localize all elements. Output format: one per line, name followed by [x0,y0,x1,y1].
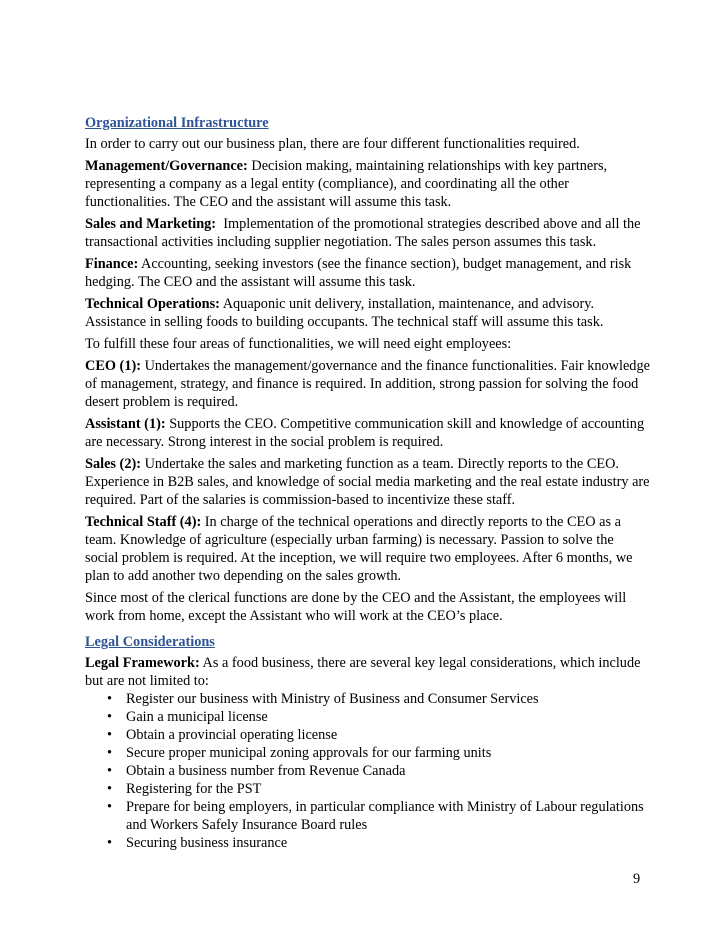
legal-framework-label: Legal Framework: [85,655,200,671]
function-paragraph-technical-operations [85,295,650,331]
page-number: 9 [633,871,641,887]
legal-bullet-list [85,690,650,852]
list-item-text: Securing business insurance [126,835,288,851]
bullet-icon: • [107,799,113,815]
document-page [85,114,650,852]
bullet-icon: • [107,763,113,779]
list-item-text: Prepare for being employers, in particular compliance with Ministry of Labour regulations and Workers Safely Insurance Board rules [126,799,644,833]
function-paragraph-management [85,157,650,211]
list-item [107,744,650,762]
function-text: Accounting, seeking investors (see the finance section), budget management, and risk hedging. The CEO and the assistant will assume this task. [85,256,632,290]
bullet-icon: • [107,835,113,851]
intro-paragraph: In order to carry out our business plan, there are four different functionalities required. [85,136,580,152]
list-item [107,834,650,852]
list-item [107,690,650,708]
section-heading-organizational-infrastructure: Organizational Infrastructure [85,115,269,131]
function-label: Management/Governance: [85,158,248,174]
role-label: Sales (2): [85,456,141,472]
legal-framework-text: As a food business, there are several key legal considerations, which include but are not limited to: [85,655,641,689]
role-paragraph-technical-staff [85,513,650,585]
list-item [107,708,650,726]
role-label: Assistant (1): [85,416,166,432]
function-label: Sales and Marketing: [85,216,217,232]
role-paragraph-sales [85,455,650,509]
function-paragraph-finance [85,255,650,291]
list-item-text: Register our business with Ministry of Business and Consumer Services [126,691,539,707]
function-text: Implementation of the promotional strategies described above and all the transactional activities including supplier negotiation. The sales person assumes this task. [85,216,645,250]
role-paragraph-ceo [85,357,650,411]
role-text: Supports the CEO. Competitive communication skill and knowledge of accounting are necessary. Strong interest in the social problem is required. [85,416,645,450]
function-paragraph-sales-marketing [85,215,650,251]
role-label: Technical Staff (4): [85,514,202,530]
list-item [107,726,650,744]
list-item-text: Gain a municipal license [126,709,268,725]
role-text: In charge of the technical operations and directly reports to the CEO as a team. Knowledge of agriculture (especially urban farming) is necessary. Passion to solve the social problem is required. At the inception, we will require two employees. After 6 months, we plan to add another two depending on the sales growth. [85,514,633,584]
bullet-icon: • [107,691,113,707]
list-item-text: Obtain a provincial operating license [126,727,338,743]
function-label: Technical Operations: [85,296,220,312]
legal-framework-paragraph [85,654,650,690]
staff-intro-paragraph: To fulfill these four areas of functionalities, we will need eight employees: [85,336,512,352]
bullet-icon: • [107,781,113,797]
list-item-text: Obtain a business number from Revenue Canada [126,763,406,779]
closing-paragraph: Since most of the clerical functions are done by the CEO and the Assistant, the employees will work from home, except the Assistant who will work at the CEO’s place. [85,590,627,624]
bullet-icon: • [107,709,113,725]
role-label: CEO (1): [85,358,141,374]
function-text: Decision making, maintaining relationships with key partners, representing a company as a legal entity (compliance), and coordinating all the other functionalities. The CEO and the assistant will assume this task. [85,158,608,210]
list-item-text: Secure proper municipal zoning approvals for our farming units [126,745,492,761]
bullet-icon: • [107,727,113,743]
function-label: Finance: [85,256,139,272]
role-text: Undertakes the management/governance and the finance functionalities. Fair knowledge of management, strategy, and finance is required. In addition, strong passion for solving the food desert problem is required. [85,358,650,410]
list-item [107,780,650,798]
section-heading-legal-considerations: Legal Considerations [85,634,215,650]
role-text: Undertake the sales and marketing function as a team. Directly reports to the CEO. Experience in B2B sales, and knowledge of social media marketing and the real estate industry are required. Part of the salaries is commission-based to incentivize these staff. [85,456,650,508]
list-item-text: Registering for the PST [126,781,262,797]
bullet-icon: • [107,745,113,761]
function-text: Aquaponic unit delivery, installation, maintenance, and advisory. Assistance in selling foods to building occupants. The technical staff will assume this task. [85,296,604,330]
role-paragraph-assistant [85,415,650,451]
list-item [107,762,650,780]
list-item [107,798,650,834]
